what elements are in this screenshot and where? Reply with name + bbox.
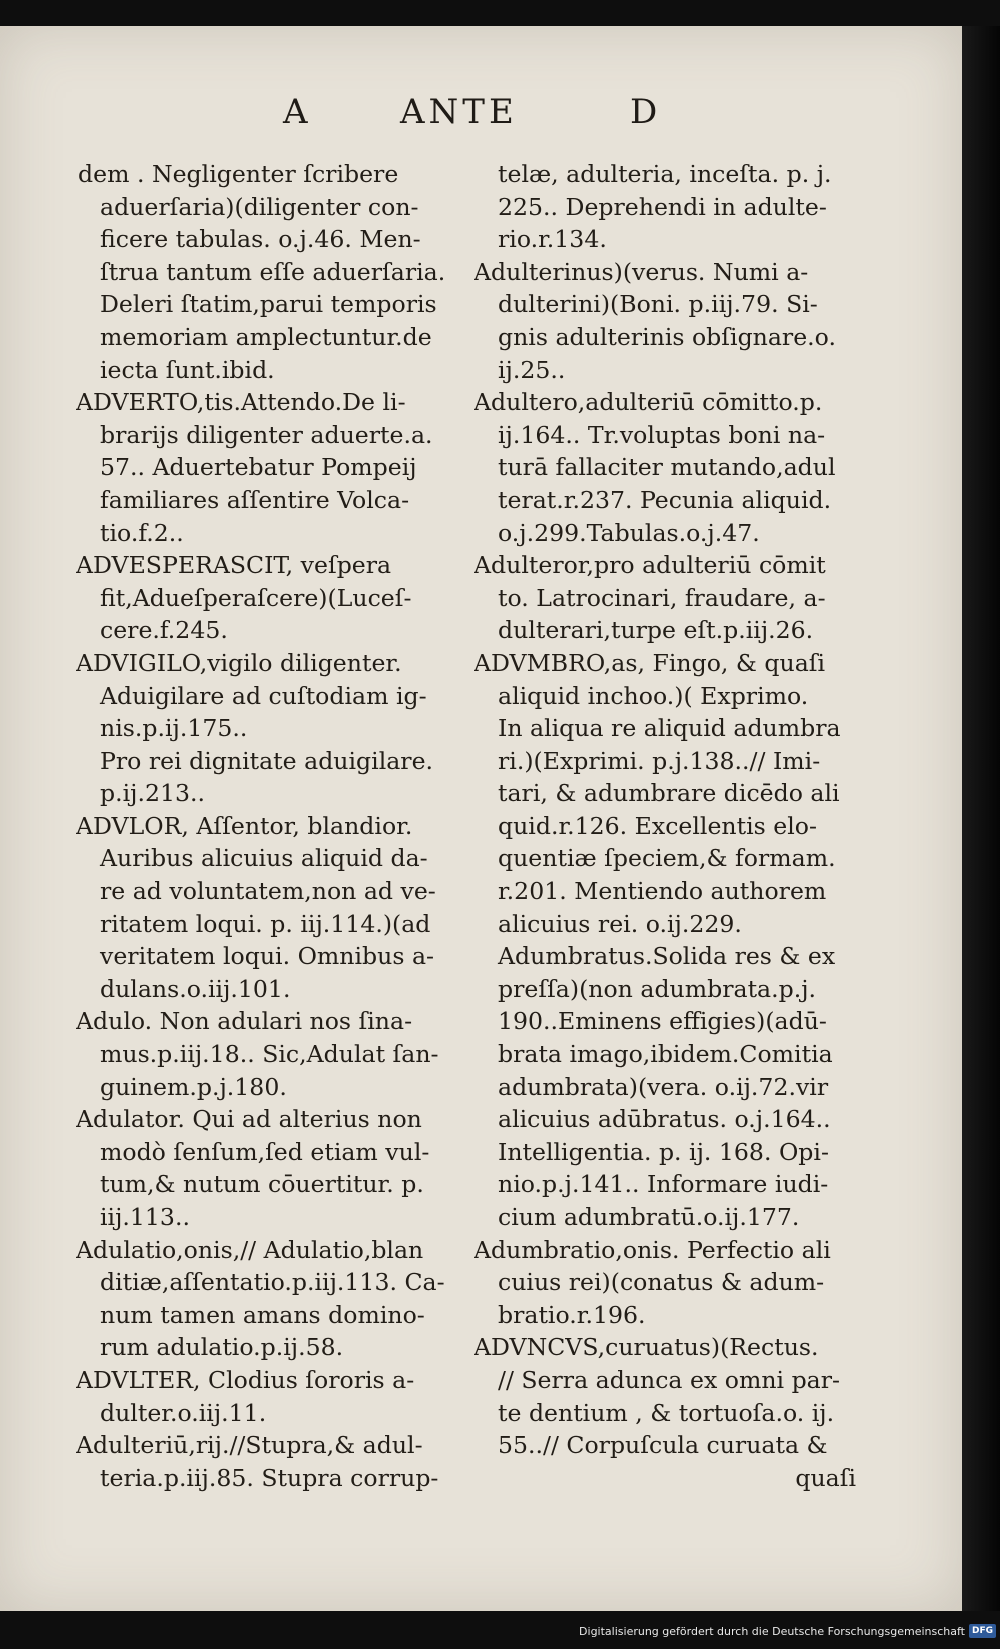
text-line: 190..Eminens effigies)(adū-: [498, 1007, 827, 1036]
entry-headword-line: Adulterinus)(verus. Numi a-: [474, 257, 809, 286]
entry-headword-line: Adulo. Non adulari nos ſina-: [76, 1007, 413, 1036]
text-line: gnis adulterinis obſignare.o.: [498, 322, 836, 351]
page-edge-shadow: [962, 26, 1000, 1611]
text-line: p.ij.213..: [100, 779, 205, 808]
text-line: tum,& nutum cōuertitur. p.: [100, 1170, 424, 1199]
text-line: telæ, adulteria, inceſta. p. j.: [498, 160, 832, 188]
text-line: brata imago,ibidem.Comitia: [498, 1040, 833, 1069]
text-line: modò ſenſum,ſed etiam vul-: [100, 1137, 430, 1166]
dfg-logo: DFG: [969, 1624, 996, 1638]
header-left-letter: A: [283, 92, 312, 132]
entry-headword-line: Adulatio,onis,// Adulatio,blan: [76, 1235, 424, 1264]
text-line: Intelligentia. p. ij. 168. Opi-: [498, 1137, 829, 1166]
entry-headword-line: Adulator. Qui ad alterius non: [76, 1105, 422, 1134]
entry-headword-line: ADVLOR, Aſſentor, blandior.: [76, 811, 413, 840]
text-line: cere.f.245.: [100, 616, 228, 645]
text-line: r.201. Mentiendo authorem: [498, 877, 827, 906]
credit-text: Digitalisierung gefördert durch die Deutsche Forschungsgemeinschaft: [579, 1624, 965, 1638]
text-line: dulter.o.iij.11.: [100, 1398, 267, 1427]
entry-headword-line: Adultero,adulteriū cōmitto.p.: [474, 388, 823, 417]
text-line: te dentium , & tortuoſa.o. ij.: [498, 1398, 835, 1427]
text-line: ſtrua tantum eſſe aduerſaria.: [100, 257, 446, 286]
header-center-word: ANTE: [400, 92, 518, 132]
text-line: re ad voluntatem,non ad ve-: [100, 877, 436, 906]
text-line: tari, & adumbrare dicēdo ali: [498, 779, 840, 808]
text-line: aduerſaria)(diligenter con-: [100, 192, 419, 221]
entry-headword-line: ADVERTO,tis.Attendo.De li-: [76, 388, 406, 417]
text-line: Auribus alicuius aliquid da-: [100, 844, 428, 873]
entry-headword-line: ADVNCVS,curuatus)(Rectus.: [474, 1333, 819, 1362]
left-column: [78, 158, 472, 1494]
text-line: // Serra adunca ex omni par-: [498, 1365, 840, 1394]
text-line: o.j.299.Tabulas.o.j.47.: [498, 518, 760, 547]
text-line: ij.25..: [498, 355, 566, 384]
entry-headword-line: Adumbratio,onis. Perfectio ali: [474, 1235, 831, 1264]
book-page: [0, 26, 962, 1611]
text-line: preſſa)(non adumbrata.p.j.: [498, 974, 817, 1003]
text-line: nis.p.ij.175..: [100, 714, 248, 743]
text-line: cuius rei)(conatus & adum-: [498, 1268, 825, 1297]
text-line: mus.p.iij.18.. Sic,Adulat ſan-: [100, 1040, 439, 1069]
text-line: ritatem loqui. p. iij.114.)(ad: [100, 909, 431, 938]
text-line: alicuius adūbratus. o.j.164..: [498, 1105, 831, 1134]
text-line: Adumbratus.Solida res & ex: [498, 942, 836, 971]
text-line: ficere tabulas. o.j.46. Men-: [100, 225, 421, 254]
text-line: rio.r.134.: [498, 225, 607, 254]
entry-headword-line: ADVMBRO,as, Fingo, & quaſi: [474, 648, 826, 677]
text-line: 225.. Deprehendi in adulte-: [498, 192, 827, 221]
text-line: turā fallaciter mutando,adul: [498, 453, 836, 482]
text-line: veritatem loqui. Omnibus a-: [100, 942, 434, 971]
text-line: to. Latrocinari, fraudare, a-: [498, 583, 826, 612]
entry-headword-line: ADVLTER, Clodius ſororis a-: [76, 1365, 415, 1394]
text-line: iecta ſunt.ibid.: [100, 355, 275, 384]
text-line: fit,Adueſperaſcere)(Luceſ-: [100, 583, 412, 612]
text-line: quentiæ ſpeciem,& formam.: [498, 844, 836, 873]
text-line: Deleri ſtatim,parui temporis: [100, 290, 437, 319]
digitization-credit: [579, 1619, 996, 1643]
text-line: dulterini)(Boni. p.iij.79. Si-: [498, 290, 818, 319]
text-line: memoriam amplectuntur.de: [100, 322, 432, 351]
text-line: 57.. Aduertebatur Pompeij: [100, 453, 417, 482]
header-right-letter: D: [630, 92, 662, 132]
text-line: ditiæ,aſſentatio.p.iij.113. Ca-: [100, 1268, 445, 1297]
text-line: rum adulatio.p.ij.58.: [100, 1333, 344, 1362]
text-line: Pro rei dignitate aduigilare.: [100, 746, 434, 775]
text-line: adumbrata)(vera. o.ij.72.vir: [498, 1072, 829, 1101]
right-column: [476, 158, 876, 1494]
text-line: terat.r.237. Pecunia aliquid.: [498, 485, 832, 514]
text-line: guinem.p.j.180.: [100, 1072, 287, 1101]
text-line: brarijs diligenter aduerte.a.: [100, 420, 433, 449]
text-line: 55..// Corpuſcula curuata &: [498, 1431, 828, 1460]
text-line: ri.)(Exprimi. p.j.138..// Imi-: [498, 746, 821, 775]
text-line: dulans.o.iij.101.: [100, 974, 291, 1003]
text-line: alicuius rei. o.ij.229.: [498, 909, 742, 938]
text-line: quid.r.126. Excellentis elo-: [498, 811, 817, 840]
catchword: quaſi: [795, 1463, 856, 1492]
text-line: Aduigilare ad cuſtodiam ig-: [100, 681, 427, 710]
entry-headword-line: ADVIGILO,vigilo diligenter.: [76, 648, 402, 677]
text-line: teria.p.iij.85. Stupra corrup-: [100, 1463, 439, 1492]
text-line: tio.f.2..: [100, 518, 184, 547]
text-line: aliquid inchoo.)( Exprimo.: [498, 681, 809, 710]
text-line: dulterari,turpe eſt.p.iij.26.: [498, 616, 814, 645]
text-line: bratio.r.196.: [498, 1300, 646, 1329]
entry-headword-line: ADVESPERASCIT, veſpera: [76, 551, 392, 580]
text-line: nio.p.j.141.. Informare iudi-: [498, 1170, 829, 1199]
text-line: ij.164.. Tr.voluptas boni na-: [498, 420, 826, 449]
text-line: In aliqua re aliquid adumbra: [498, 714, 841, 743]
running-header: [0, 92, 962, 152]
entry-headword-line: Adulteriū,rij.//Stupra,& adul-: [76, 1431, 423, 1460]
text-line: familiares aſſentire Volca-: [100, 485, 410, 514]
text-line: num tamen amans domino-: [100, 1300, 425, 1329]
text-line: cium adumbratū.o.ij.177.: [498, 1203, 800, 1231]
text-line: dem . Negligenter ſcribere: [78, 160, 399, 188]
text-line: iij.113..: [100, 1203, 190, 1231]
entry-headword-line: Adulteror,pro adulteriū cōmit: [474, 551, 826, 580]
